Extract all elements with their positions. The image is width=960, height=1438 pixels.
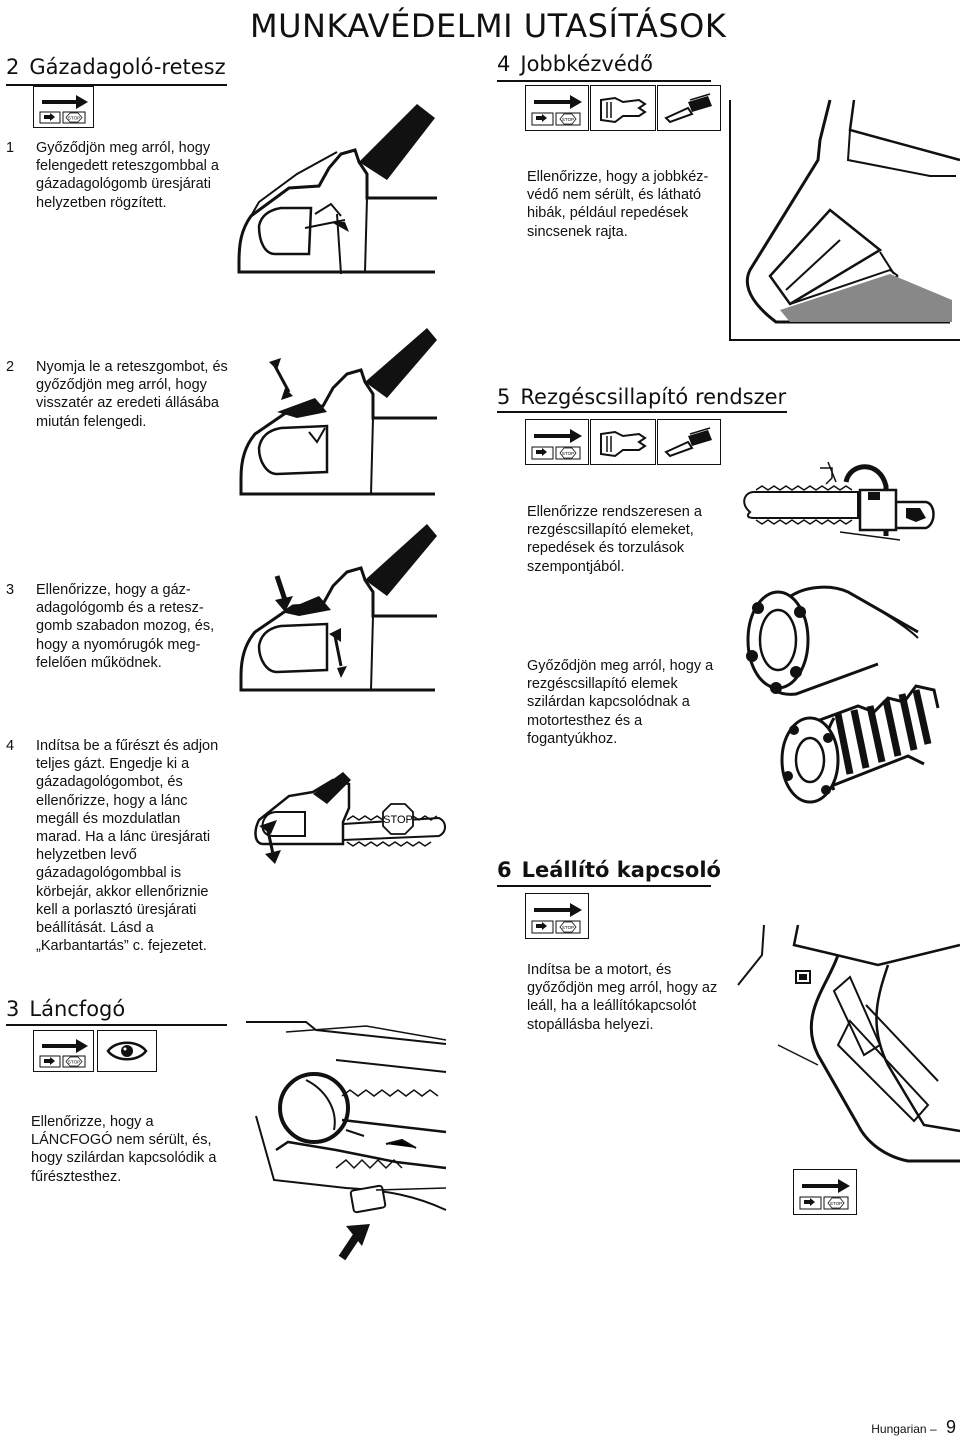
section-3-rule [6, 1024, 227, 1026]
step-3 [6, 581, 228, 672]
section-6-heading [497, 857, 721, 883]
stop-label: STOP [67, 115, 81, 121]
arrow-stop-icon [796, 1172, 854, 1212]
step-3-number: 3 [6, 582, 15, 598]
section-6-title: Leállító kapcsoló [521, 858, 721, 882]
section-3-text: Ellenőrizze, hogy a LÁNCFOGÓ nem sérült, és, hogy szilárdan kapcsolódik a fűrésztesthez. [31, 1114, 217, 1185]
section-5-number: 5 [497, 385, 511, 409]
section-3-number: 3 [6, 997, 20, 1021]
stop-label: STOP [829, 1201, 843, 1206]
section-2-title: Gázadagoló-retesz [29, 55, 226, 79]
stop-label: STOP [67, 1059, 81, 1065]
section-4-title: Jobbkézvédő [520, 52, 653, 76]
section-6-number: 6 [497, 858, 512, 882]
section-6-text: Indítsa be a motort, és győződjön meg arról, hogy az leáll, ha a leállítókapcsolót stopállásba helyezi. [527, 962, 718, 1033]
arrow-stop-icon [36, 89, 91, 125]
section-4-heading [497, 51, 653, 77]
footer-language: Hungarian [871, 1422, 927, 1436]
step-1-number: 1 [6, 140, 15, 156]
lockout-press-illustration [237, 328, 437, 498]
section-4-number: 4 [497, 52, 511, 76]
section-5-heading [497, 384, 786, 410]
brush-icon [660, 422, 718, 462]
chainsaw-vibration-illustration [740, 462, 950, 552]
glove-icon [593, 422, 653, 462]
glove-icon-box [590, 419, 656, 465]
arrow-stop-icon-box [793, 1169, 857, 1215]
chain-catcher-illustration [246, 1020, 446, 1270]
glove-icon [593, 88, 653, 128]
page-title: MUNKAVÉDELMI UTASÍTÁSOK [250, 7, 727, 45]
step-1-text: Győződjön meg arról, hogy felengedett reteszgombbal a gázadagológomb üresjárati helyzetben rögzített. [36, 140, 219, 211]
arrow-stop-icon [528, 422, 586, 462]
section-4-text: Ellenőrizze, hogy a jobbkéz-védő nem sérült, és látható hibák, például repedések sincsenek rajta. [527, 169, 709, 240]
arrow-stop-icon-box [525, 419, 589, 465]
step-3-text: Ellenőrizze, hogy a gáz-adagológomb és a retesz-gomb szabadon mozog, és, hogy a nyomórugók meg-felelően működnek. [36, 582, 215, 671]
hand-guard-illustration [730, 100, 960, 340]
arrow-stop-icon [528, 896, 586, 936]
arrow-stop-icon [36, 1033, 91, 1069]
arrow-stop-icon-box [525, 85, 589, 131]
section-5-title: Rezgéscsillapító rendszer [520, 385, 787, 409]
glove-icon-box [590, 85, 656, 131]
step-2-number: 2 [6, 359, 15, 375]
section-6-rule [497, 885, 711, 887]
vibration-dampers-illustration [738, 578, 938, 818]
brush-icon [660, 88, 718, 128]
section-2-number: 2 [6, 55, 20, 79]
eye-icon-box [97, 1030, 157, 1072]
section-3-title: Láncfogó [29, 997, 126, 1021]
section-5-rule [497, 411, 787, 413]
arrow-stop-icon [528, 88, 586, 128]
brush-icon-box [657, 419, 721, 465]
stop-label: STOP [561, 451, 575, 456]
brush-icon-box [657, 85, 721, 131]
page-footer [871, 1417, 956, 1438]
section-5-text-2: Győződjön meg arról, hogy a rezgéscsillapító elemek szilárdan kapcsolódnak a motortesthez és a fogantyúkhoz. [527, 658, 714, 747]
page-number: 9 [945, 1417, 956, 1437]
arrow-stop-icon-box [525, 893, 589, 939]
stop-label: STOP [561, 925, 575, 930]
section-2-heading [6, 54, 226, 80]
chain-stop-illustration [243, 770, 443, 870]
section-3-heading [6, 996, 125, 1022]
step-2-text: Nyomja le a reteszgombot, és győződjön meg arról, hogy visszatér az eredeti állásába miután felengedi. [36, 359, 228, 430]
stop-sign-label: STOP [383, 814, 413, 826]
footer-separator: – [929, 1422, 937, 1436]
section-4-rule [497, 80, 711, 82]
arrow-stop-icon-box [33, 86, 94, 128]
throttle-lockout-illustration [237, 104, 437, 274]
stop-switch-illustration [738, 925, 960, 1175]
eye-icon [102, 1034, 152, 1068]
step-2 [6, 358, 228, 431]
step-4 [6, 737, 228, 955]
spring-check-illustration [237, 516, 437, 692]
section-5-text-1: Ellenőrizze rendszeresen a rezgéscsillapító elemeket, repedések és torzulások szempontjából. [527, 504, 702, 575]
step-4-number: 4 [6, 738, 15, 754]
arrow-stop-icon-box [33, 1030, 94, 1072]
step-1 [6, 139, 228, 212]
step-4-text: Indítsa be a fűrészt és adjon teljes gázt. Engedje ki a gázadagológombot, és ellenőrizze, hogy a lánc megáll és mozdulatlan marad. Ha a lánc üresjárati helyzetben levő gázadagológombbal is körbejár, akkor ellenőriznie kell a porlasztó üresjárati beállítását. Lásd a „Karbantartás” c. fejezetet. [36, 738, 219, 955]
stop-label: STOP [561, 117, 575, 122]
